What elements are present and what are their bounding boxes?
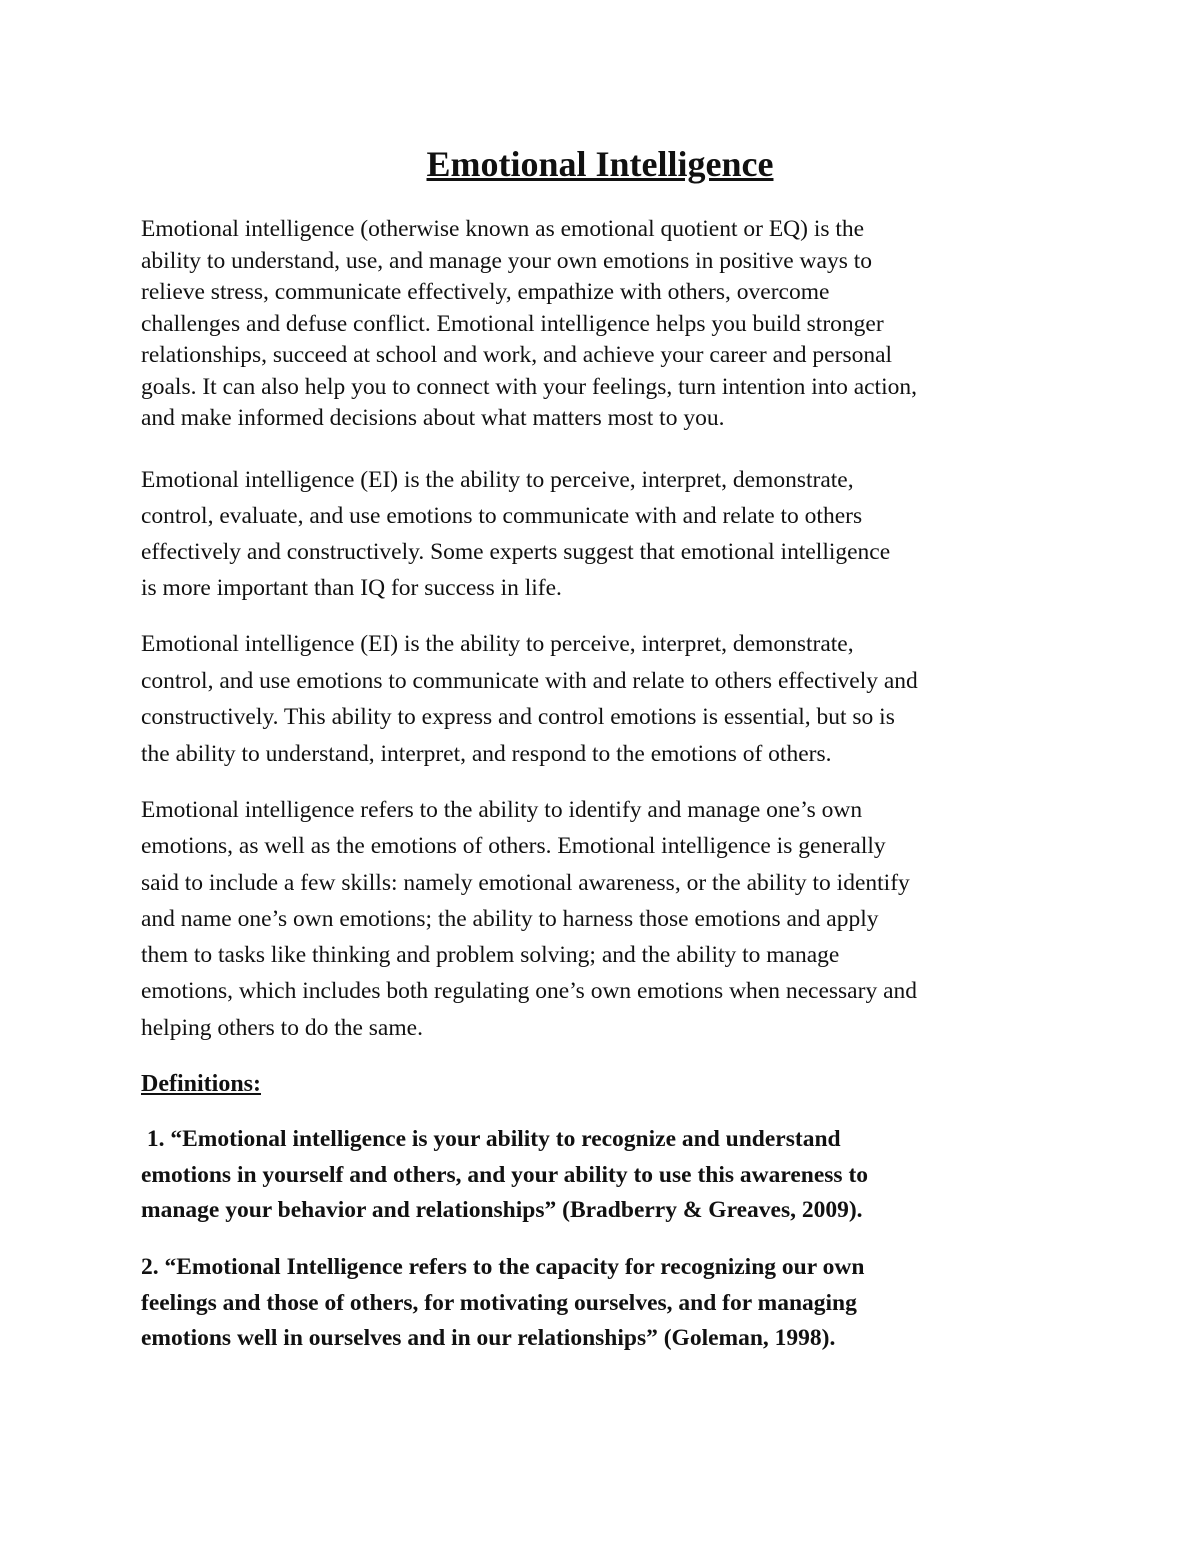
definition-2 — [141, 1250, 864, 1357]
paragraph-line: is more important than IQ for success in life. — [141, 575, 562, 601]
paragraph-line: Emotional intelligence (EI) is the ability to perceive, interpret, demonstrate, — [141, 631, 854, 657]
paragraph-line: the ability to understand, interpret, and respond to the emotions of others. — [141, 740, 832, 767]
paragraph-line: and name one’s own emotions; the ability to harness those emotions and apply — [141, 905, 879, 932]
paragraph-4 — [141, 792, 917, 1046]
paragraph-line: challenges and defuse conflict. Emotional intelligence helps you build stronger — [141, 310, 884, 337]
definition-1 — [141, 1122, 868, 1229]
paragraph-line: Emotional intelligence (EI) is the ability to perceive, interpret, demonstrate, — [141, 467, 854, 493]
paragraph-line: control, and use emotions to communicate with and relate to others effectively and — [141, 667, 918, 694]
paragraph-line: ability to understand, use, and manage your own emotions in positive ways to — [141, 247, 872, 274]
paragraph-line: said to include a few skills: namely emotional awareness, or the ability to identify — [141, 869, 910, 896]
paragraph-line: relationships, succeed at school and work, and achieve your career and personal — [141, 342, 893, 368]
paragraph-line: constructively. This ability to express and control emotions is essential, but so is — [141, 704, 895, 730]
paragraph-line: effectively and constructively. Some experts suggest that emotional intelligence — [141, 539, 891, 565]
definition-line: feelings and those of others, for motivating ourselves, and for managing — [141, 1289, 857, 1316]
definition-line: emotions in yourself and others, and your ability to use this awareness to — [141, 1161, 869, 1188]
paragraph-2 — [141, 462, 890, 606]
definition-line: 1. “Emotional intelligence is your ability to recognize and understand — [141, 1126, 841, 1152]
paragraph-line: and make informed decisions about what matters most to you. — [141, 405, 725, 431]
definitions-heading: Definitions: — [141, 1071, 261, 1097]
definition-line: manage your behavior and relationships” (Bradberry & Greaves, 2009). — [141, 1197, 863, 1223]
paragraph-line: emotions, which includes both regulating one’s own emotions when necessary and — [141, 978, 917, 1005]
page-title: Emotional Intelligence — [426, 144, 774, 184]
paragraph-line: Emotional intelligence (otherwise known as emotional quotient or EQ) is the — [141, 216, 865, 242]
paragraph-line: relieve stress, communicate effectively, empathize with others, overcome — [141, 279, 830, 305]
paragraph-line: them to tasks like thinking and problem solving; and the ability to manage — [141, 942, 840, 969]
paragraph-line: emotions, as well as the emotions of others. Emotional intelligence is generally — [141, 833, 886, 860]
paragraph-line: control, evaluate, and use emotions to communicate with and relate to others — [141, 503, 863, 529]
paragraph-1 — [141, 214, 917, 435]
paragraph-line: goals. It can also help you to connect with your feelings, turn intention into action, — [141, 373, 917, 400]
paragraph-3 — [141, 626, 918, 772]
definition-line: emotions well in ourselves and in our relationships” (Goleman, 1998). — [141, 1325, 836, 1351]
definition-line: 2. “Emotional Intelligence refers to the capacity for recognizing our own — [141, 1254, 865, 1280]
paragraph-line: Emotional intelligence refers to the ability to identify and manage one’s own — [141, 797, 863, 823]
paragraph-line: helping others to do the same. — [141, 1014, 423, 1041]
